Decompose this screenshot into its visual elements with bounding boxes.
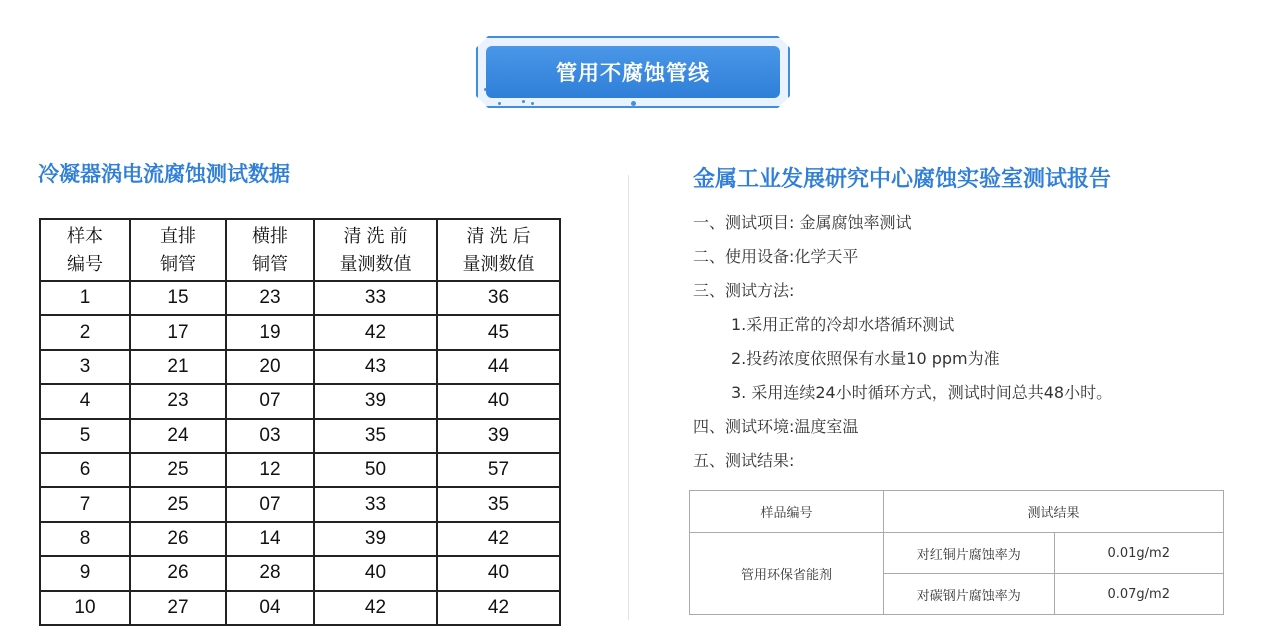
report-line: 三、测试方法: — [693, 281, 795, 300]
table-header-row — [40, 219, 560, 281]
right-section-title: 金属工业发展研究中心腐蚀实验室测试报告 — [693, 167, 1112, 192]
col-header-sample: 样本 编号 — [40, 219, 130, 281]
decor-dot — [531, 102, 534, 105]
table-cell: 03 — [226, 419, 314, 453]
table-cell: 6 — [40, 453, 130, 487]
table-cell: 40 — [314, 556, 437, 590]
table-cell: 39 — [314, 522, 437, 556]
table-cell: 40 — [437, 384, 560, 418]
col-header-before: 清 洗 前 量测数值 — [314, 219, 437, 281]
table-cell: 04 — [226, 591, 314, 625]
table-cell: 36 — [437, 281, 560, 315]
result-header-result: 测试结果 — [884, 491, 1224, 533]
decor-dot — [484, 88, 487, 91]
report-line: 2.投药浓度依照保有水量10 ppm为准 — [731, 349, 1000, 368]
table-cell: 4 — [40, 384, 130, 418]
table-cell: 23 — [130, 384, 226, 418]
result-header-row — [690, 491, 1224, 533]
table-cell: 28 — [226, 556, 314, 590]
table-cell: 45 — [437, 315, 560, 349]
table-cell: 10 — [40, 591, 130, 625]
col-header-after: 清 洗 后 量测数值 — [437, 219, 560, 281]
table-cell: 26 — [130, 556, 226, 590]
table-cell: 40 — [437, 556, 560, 590]
report-line: 五、测试结果: — [693, 451, 795, 470]
table-cell: 33 — [314, 487, 437, 521]
decor-dot — [522, 100, 525, 103]
table-cell: 17 — [130, 315, 226, 349]
table-cell: 25 — [130, 453, 226, 487]
report-line: 四、测试环境:温度室温 — [693, 417, 859, 436]
table-cell: 39 — [437, 419, 560, 453]
table-cell: 25 — [130, 487, 226, 521]
result-sample-name: 管用环保省能剂 — [690, 533, 884, 615]
table-cell: 7 — [40, 487, 130, 521]
table-cell: 1 — [40, 281, 130, 315]
result-value: 0.07g/m2 — [1054, 574, 1224, 615]
table-cell: 19 — [226, 315, 314, 349]
table-cell: 2 — [40, 315, 130, 349]
table-row — [40, 591, 560, 625]
result-label: 对红铜片腐蚀率为 — [884, 533, 1055, 574]
result-row — [690, 533, 1224, 574]
table-cell: 42 — [314, 315, 437, 349]
left-section-title: 冷凝器涡电流腐蚀测试数据 — [38, 162, 290, 186]
decor-dot — [498, 102, 501, 105]
table-row — [40, 453, 560, 487]
table-row — [40, 487, 560, 521]
table-cell: 35 — [314, 419, 437, 453]
table-row — [40, 281, 560, 315]
table-cell: 21 — [130, 350, 226, 384]
table-cell: 43 — [314, 350, 437, 384]
table-row — [40, 522, 560, 556]
report-line: 一、测试项目: 金属腐蚀率测试 — [693, 213, 912, 232]
table-cell: 14 — [226, 522, 314, 556]
table-cell: 50 — [314, 453, 437, 487]
table-cell: 35 — [437, 487, 560, 521]
col-header-horizontal: 横排 铜管 — [226, 219, 314, 281]
table-cell: 15 — [130, 281, 226, 315]
table-cell: 9 — [40, 556, 130, 590]
report-line: 3. 采用连续24小时循环方式，测试时间总共48小时。 — [731, 383, 1113, 402]
result-table — [689, 490, 1224, 615]
column-divider — [628, 175, 629, 620]
table-cell: 12 — [226, 453, 314, 487]
report-line: 二、使用设备:化学天平 — [693, 247, 859, 266]
report-line: 1.采用正常的冷却水塔循环测试 — [731, 315, 955, 334]
table-row — [40, 556, 560, 590]
table-cell: 42 — [314, 591, 437, 625]
table-row — [40, 315, 560, 349]
table-cell: 42 — [437, 591, 560, 625]
decor-dot — [631, 101, 636, 106]
table-cell: 57 — [437, 453, 560, 487]
result-value: 0.01g/m2 — [1054, 533, 1224, 574]
header-badge — [476, 36, 790, 108]
table-row — [40, 350, 560, 384]
table-cell: 8 — [40, 522, 130, 556]
test-report — [693, 212, 1112, 484]
table-row — [40, 419, 560, 453]
table-cell: 5 — [40, 419, 130, 453]
result-header-sample: 样品编号 — [690, 491, 884, 533]
table-row — [40, 384, 560, 418]
page-title: 管用不腐蚀管线 — [486, 46, 780, 98]
col-header-vertical: 直排 铜管 — [130, 219, 226, 281]
table-cell: 33 — [314, 281, 437, 315]
result-label: 对碳钢片腐蚀率为 — [884, 574, 1055, 615]
table-cell: 39 — [314, 384, 437, 418]
table-cell: 42 — [437, 522, 560, 556]
table-cell: 07 — [226, 487, 314, 521]
table-cell: 20 — [226, 350, 314, 384]
table-cell: 27 — [130, 591, 226, 625]
table-cell: 26 — [130, 522, 226, 556]
table-cell: 24 — [130, 419, 226, 453]
table-cell: 3 — [40, 350, 130, 384]
table-cell: 07 — [226, 384, 314, 418]
table-cell: 44 — [437, 350, 560, 384]
corrosion-data-table — [39, 218, 561, 626]
table-cell: 23 — [226, 281, 314, 315]
